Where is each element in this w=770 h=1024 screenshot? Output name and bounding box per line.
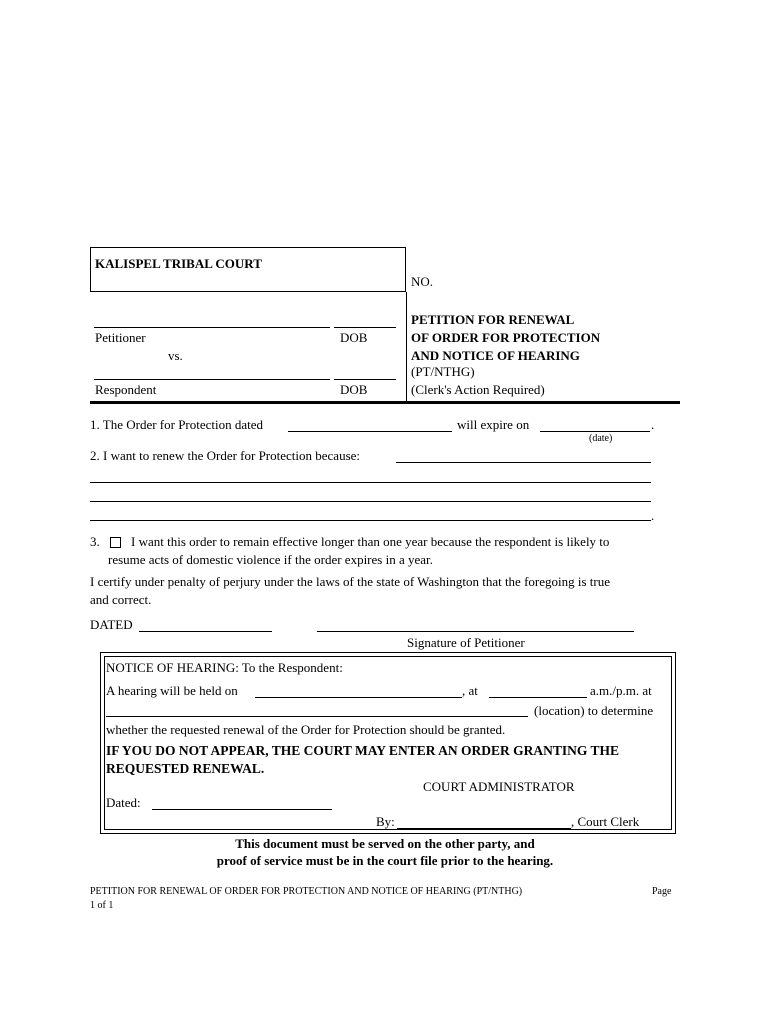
reason-line-2[interactable] (90, 482, 651, 483)
hearing-text-c: a.m./p.m. at (590, 683, 652, 698)
notice-dated-label: Dated: (106, 795, 141, 810)
item1-text-b: will expire on (457, 417, 530, 432)
certify-line-2: and correct. (90, 592, 152, 607)
respondent-dob-label: DOB (340, 382, 368, 397)
dated-label: DATED (90, 617, 133, 632)
notice-heading: NOTICE OF HEARING: To the Respondent: (106, 660, 343, 675)
hearing-date-field[interactable] (255, 697, 462, 698)
item3-line-2: resume acts of domestic violence if the order expires in a year. (108, 552, 433, 567)
extend-order-checkbox[interactable] (110, 537, 121, 548)
item1-text-a: 1. The Order for Protection dated (90, 417, 264, 432)
petitioner-dob-label: DOB (340, 330, 368, 345)
respondent-dob-field[interactable] (334, 379, 396, 380)
reason-line-1[interactable] (396, 462, 651, 463)
petitioner-dob-field[interactable] (334, 327, 396, 328)
service-note-line-1: This document must be served on the other party, and (235, 836, 535, 851)
hearing-location-field[interactable] (106, 716, 528, 717)
reason-line-3[interactable] (90, 501, 651, 502)
petitioner-name-field[interactable] (94, 327, 330, 328)
certify-line-1: I certify under penalty of perjury under the laws of the state of Washington that the foregoing is true (90, 574, 610, 589)
clerk-signature-field[interactable] (397, 828, 571, 829)
petitioner-label: Petitioner (95, 330, 146, 345)
hearing-time-field[interactable] (489, 697, 587, 698)
reason-line-4[interactable] (90, 520, 651, 521)
court-clerk-label: , Court Clerk (571, 814, 640, 829)
date-hint: (date) (589, 433, 613, 444)
notice-dated-field[interactable] (152, 809, 332, 810)
footer-page-label: Page (652, 886, 672, 897)
hearing-text-b: , at (462, 683, 478, 698)
clerk-action-note: (Clerk's Action Required) (411, 382, 545, 397)
expiry-date-field[interactable] (540, 431, 650, 432)
court-name-box (90, 247, 406, 292)
warning-line-2: REQUESTED RENEWAL. (106, 761, 265, 776)
document-title-line-3: AND NOTICE OF HEARING (411, 348, 580, 363)
respondent-label: Respondent (95, 382, 157, 397)
item2-text: 2. I want to renew the Order for Protection because: (90, 448, 361, 463)
renewal-determination-text: whether the requested renewal of the Order for Protection should be granted. (106, 722, 506, 737)
document-code: (PT/NTHG) (411, 364, 475, 379)
document-title-line-2: OF ORDER FOR PROTECTION (411, 330, 601, 345)
signature-label: Signature of Petitioner (407, 635, 525, 650)
item3-number: 3. (90, 534, 100, 549)
order-date-field[interactable] (288, 431, 452, 432)
hearing-text-a: A hearing will be held on (106, 683, 238, 698)
versus-label: vs. (168, 348, 183, 363)
footer-page-count: 1 of 1 (90, 900, 114, 911)
petitioner-signature-field[interactable] (317, 631, 634, 632)
item3-line-1: I want this order to remain effective longer than one year because the respondent is likely to (131, 534, 610, 549)
item1-period: . (651, 417, 655, 432)
respondent-name-field[interactable] (94, 379, 330, 380)
service-note-line-2: proof of service must be in the court file prior to the hearing. (216, 853, 554, 868)
court-administrator-label: COURT ADMINISTRATOR (423, 779, 575, 794)
caption-bottom-rule (90, 401, 680, 404)
item2-period: . (651, 508, 655, 523)
caption-divider (406, 292, 407, 404)
court-name: KALISPEL TRIBAL COURT (95, 256, 262, 271)
footer-title: PETITION FOR RENEWAL OF ORDER FOR PROTECTION AND NOTICE OF HEARING (PT/NTHG) (90, 886, 523, 897)
case-number-label: NO. (411, 274, 434, 289)
location-label: (location) to determine (534, 703, 654, 718)
document-title-line-1: PETITION FOR RENEWAL (411, 312, 575, 327)
warning-line-1: IF YOU DO NOT APPEAR, THE COURT MAY ENTER AN ORDER GRANTING THE (106, 743, 619, 758)
by-label: By: (376, 814, 395, 829)
dated-field[interactable] (139, 631, 272, 632)
